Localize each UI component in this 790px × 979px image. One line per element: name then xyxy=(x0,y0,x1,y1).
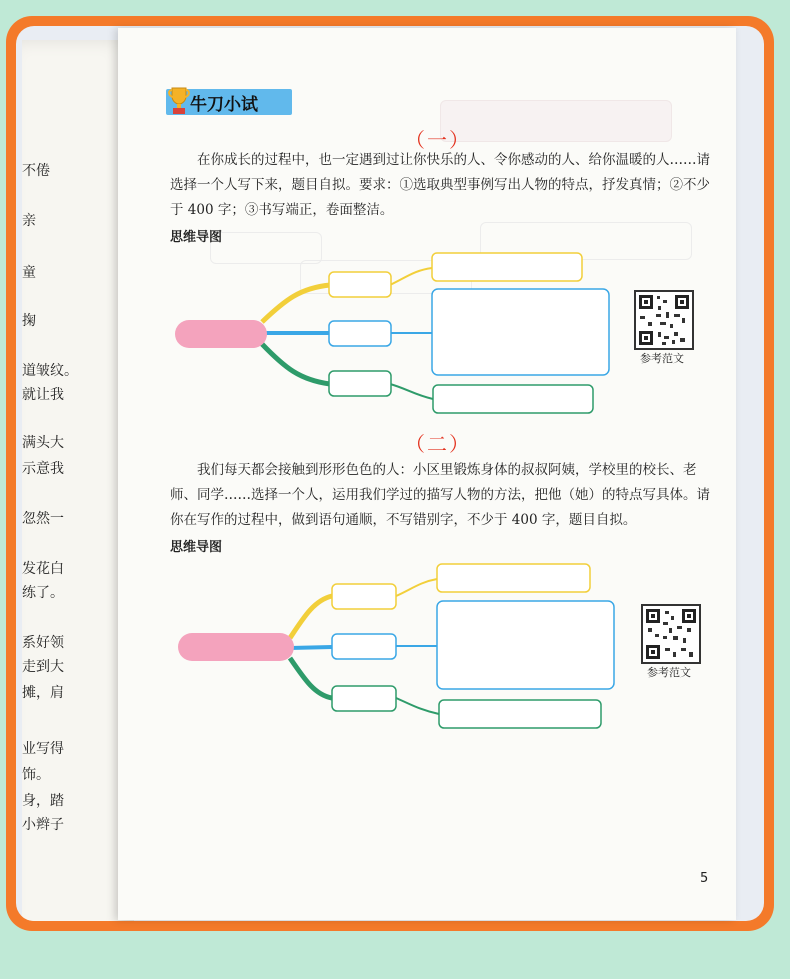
branch-blue xyxy=(290,647,332,648)
branch-yellow xyxy=(262,285,330,322)
left-page-line: 掬 xyxy=(22,313,36,329)
qr-caption-2: 参考范文 xyxy=(647,666,691,679)
branch-green xyxy=(290,658,332,698)
left-page-line: 亲 xyxy=(22,213,36,229)
left-page-line: 系好领 xyxy=(22,635,64,651)
branch-yellow xyxy=(290,596,332,638)
qr-code-icon[interactable] xyxy=(641,604,701,664)
left-page-line: 忽然一 xyxy=(22,511,64,527)
answer-box[interactable] xyxy=(432,289,609,375)
banner-title: 牛刀小试 xyxy=(190,94,258,115)
center-node xyxy=(175,320,267,348)
left-page-line: 不倦 xyxy=(22,163,50,179)
center-node xyxy=(178,633,294,661)
branch-node xyxy=(329,321,391,346)
branch-node xyxy=(332,584,396,609)
answer-box[interactable] xyxy=(433,385,593,413)
answer-box[interactable] xyxy=(439,700,601,728)
connector xyxy=(390,384,433,399)
left-page-line: 满头大 xyxy=(22,435,64,451)
section1-mindmap-label: 思维导图 xyxy=(170,230,223,245)
branch-node xyxy=(332,686,396,711)
left-page-line: 练了。 xyxy=(22,585,64,601)
section1-prompt: 在你成长的过程中，也一定遇到过让你快乐的人、令你感动的人、给你温暖的人……请选择一个人写下来，题目自拟。要求：①选取典型事例写出人物的特点，抒发真情；②不少于 400 字；③书写端正，卷面整洁。 xyxy=(170,152,710,218)
answer-box[interactable] xyxy=(437,601,614,689)
connector xyxy=(396,698,439,714)
answer-box[interactable] xyxy=(437,564,590,592)
mindmap-2 xyxy=(178,564,614,728)
connector xyxy=(390,268,432,285)
qr-caption-1: 参考范文 xyxy=(640,352,684,365)
branch-node xyxy=(332,634,396,659)
section2-mindmap-label: 思维导图 xyxy=(170,540,223,555)
branch-node xyxy=(329,371,391,396)
left-page-line: 身，踏 xyxy=(22,793,64,809)
section1-heading: （一） xyxy=(405,128,471,152)
left-page-line: 摊，肩 xyxy=(22,685,64,701)
branch-green xyxy=(262,344,330,384)
answer-box[interactable] xyxy=(432,253,582,281)
left-page-line: 走到大 xyxy=(22,659,64,675)
branch-node xyxy=(329,272,391,297)
left-page-line: 小辫子 xyxy=(22,817,64,833)
left-page-line: 道皱纹。 xyxy=(22,363,78,379)
left-page-line: 业写得 xyxy=(22,741,64,757)
section2-prompt: 我们每天都会接触到形形色色的人：小区里锻炼身体的叔叔阿姨，学校里的校长、老师、同学……选择一个人，运用我们学过的描写人物的方法，把他（她）的特点写具体。请你在写作的过程中，做到语句通顺，不写错别字，不少于 400 字，题目自拟。 xyxy=(170,462,710,528)
section2-heading: （二） xyxy=(405,432,471,456)
left-page-line: 就让我 xyxy=(22,387,64,403)
qr-code-icon[interactable] xyxy=(634,290,694,350)
connector xyxy=(396,579,437,596)
left-page-line: 发花白 xyxy=(22,561,64,577)
mindmap-1 xyxy=(175,253,609,413)
left-page-line: 饰。 xyxy=(22,767,50,783)
left-page-line: 示意我 xyxy=(22,461,64,477)
page-number: 5 xyxy=(700,871,709,886)
left-page-line: 童 xyxy=(22,265,36,281)
